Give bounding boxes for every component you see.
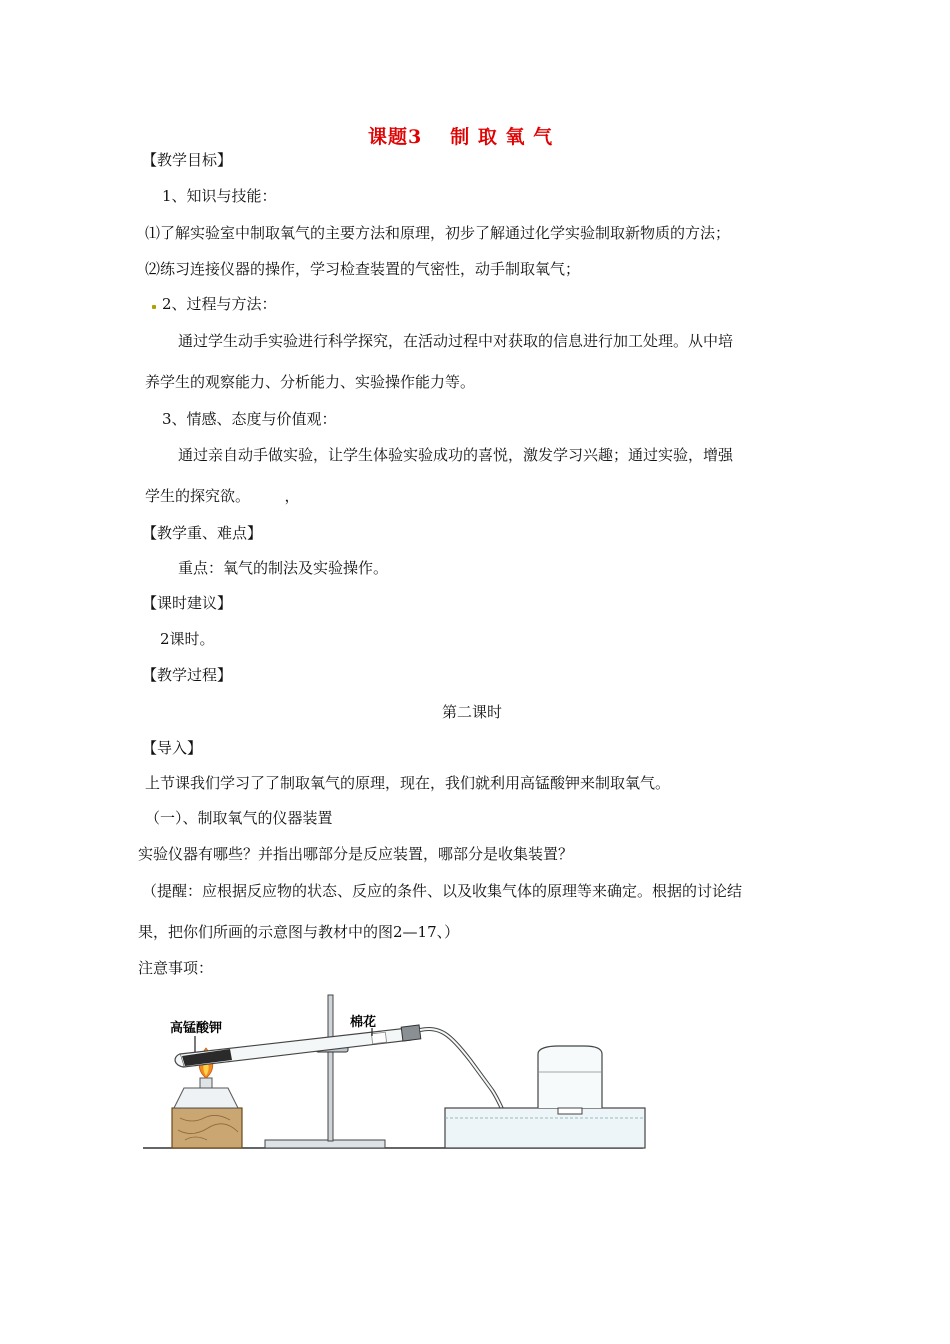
- objective-3-para-text: 学生的探究欲。: [145, 487, 243, 505]
- title-label: 课题3: [368, 126, 423, 148]
- collection-bottle: [538, 1046, 602, 1108]
- lamp-wick-holder: [200, 1078, 212, 1088]
- schedule-text: 2课时。: [160, 630, 215, 648]
- stray-comma: ，: [284, 487, 300, 505]
- objective-2-para-line-2: 养学生的观察能力、分析能力、实验操作能力等。: [145, 373, 476, 391]
- objective-2-para-line-1: 通过学生动手实验进行科学探究，在活动过程中对获取的信息进行加工处理。从中培: [178, 332, 734, 350]
- objective-1-item-1: ⑴了解实验室中制取氧气的主要方法和原理，初步了解通过化学实验制取新物质的方法；: [145, 224, 731, 242]
- title-text: 制 取 氧 气: [450, 126, 554, 148]
- alcohol-lamp-body: [174, 1088, 238, 1108]
- objective-2-label: 2、过程与方法：: [162, 295, 277, 313]
- mark-dot: [152, 305, 156, 309]
- cotton: [371, 1032, 386, 1044]
- objective-2-heading: [152, 297, 277, 312]
- intro-heading: 【导入】: [142, 739, 203, 757]
- objective-1-heading: 1、知识与技能：: [162, 187, 277, 205]
- document-title: [368, 128, 553, 147]
- bottle-shelf: [558, 1108, 582, 1114]
- objective-3-para-line-2: [145, 489, 300, 504]
- stand-base: [265, 1140, 385, 1148]
- objectives-heading: 【教学目标】: [142, 151, 233, 169]
- apparatus-figure: [140, 990, 650, 1159]
- hint-line-2: 果，把你们所画的示意图与教材中的图2—17、）: [138, 923, 460, 941]
- stopper: [401, 1025, 421, 1041]
- intro-text: 上节课我们学习了了制取氧气的原理，现在，我们就利用高锰酸钾来制取氧气。: [145, 774, 671, 792]
- cotton-label: 棉花: [350, 1015, 377, 1030]
- process-heading: 【教学过程】: [142, 666, 233, 684]
- objective-3-para-line-1: 通过亲自动手做实验，让学生体验实验成功的喜悦，激发学习兴趣；通过实验，增强: [178, 446, 734, 464]
- apparatus-diagram: [140, 990, 650, 1155]
- keypoints-text: 重点：氧气的制法及实验操作。: [178, 559, 389, 577]
- stand-rod: [328, 995, 333, 1141]
- reagent-label: 高锰酸钾: [170, 1021, 223, 1036]
- section-1-heading: （一）、制取氧气的仪器装置: [145, 809, 333, 827]
- water-trough: [445, 1108, 645, 1148]
- notes-heading: 注意事项：: [138, 959, 214, 977]
- session-title: 第二课时: [442, 703, 503, 721]
- question-text: 实验仪器有哪些？并指出哪部分是反应装置，哪部分是收集装置？: [138, 845, 574, 863]
- hint-line-1: （提醒：应根据反应物的状态、反应的条件、以及收集气体的原理等来确定。根据的讨论结: [142, 882, 743, 900]
- objective-1-item-2: ⑵练习连接仪器的操作，学习检查装置的气密性，动手制取氧气；: [145, 260, 581, 278]
- objective-3-heading: 3、情感、态度与价值观：: [162, 410, 337, 428]
- schedule-heading: 【课时建议】: [142, 594, 233, 612]
- keypoints-heading: 【教学重、难点】: [142, 524, 263, 542]
- wooden-block: [172, 1108, 242, 1148]
